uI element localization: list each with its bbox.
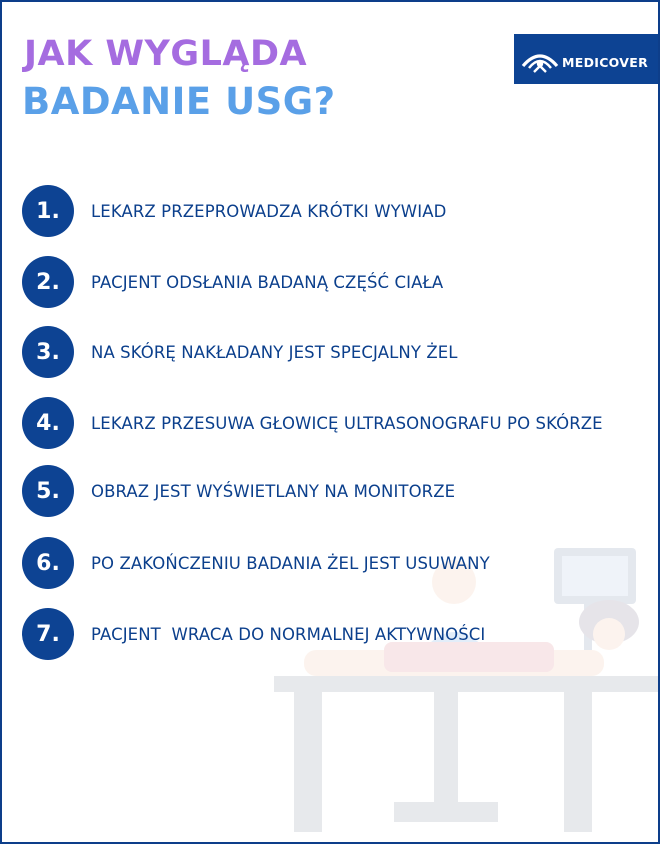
step-number-badge: 7.	[22, 608, 74, 660]
title-line-2: BADANIE USG?	[22, 80, 336, 123]
medicover-logo-icon	[520, 44, 560, 74]
step-text: OBRAZ JEST WYŚWIETLANY NA MONITORZE	[91, 481, 456, 501]
step-5	[22, 465, 455, 517]
step-text: PACJENT WRACA DO NORMALNEJ AKTYWNOŚCI	[91, 624, 486, 644]
title-line-1: JAK WYGLĄDA	[24, 34, 308, 74]
step-number-badge: 3.	[22, 326, 74, 378]
step-4	[22, 397, 603, 449]
step-7	[22, 608, 485, 660]
step-text: NA SKÓRĘ NAKŁADANY JEST SPECJALNY ŻEL	[91, 342, 458, 362]
step-number-badge: 4.	[22, 397, 74, 449]
step-text: LEKARZ PRZEPROWADZA KRÓTKI WYWIAD	[91, 201, 447, 221]
logo-text: MEDICOVER	[562, 54, 649, 70]
step-1	[22, 185, 446, 237]
step-number-badge: 1.	[22, 185, 74, 237]
step-2	[22, 256, 443, 308]
step-text: LEKARZ PRZESUWA GŁOWICĘ ULTRASONOGRAFU PO SKÓRZE	[91, 413, 603, 433]
step-text: PACJENT ODSŁANIA BADANĄ CZĘŚĆ CIAŁA	[91, 272, 444, 292]
step-6	[22, 537, 490, 589]
step-number-badge: 6.	[22, 537, 74, 589]
step-number-badge: 5.	[22, 465, 74, 517]
step-number-badge: 2.	[22, 256, 74, 308]
medicover-logo	[514, 34, 660, 84]
step-3	[22, 326, 458, 378]
step-text: PO ZAKOŃCZENIU BADANIA ŻEL JEST USUWANY	[91, 553, 490, 573]
